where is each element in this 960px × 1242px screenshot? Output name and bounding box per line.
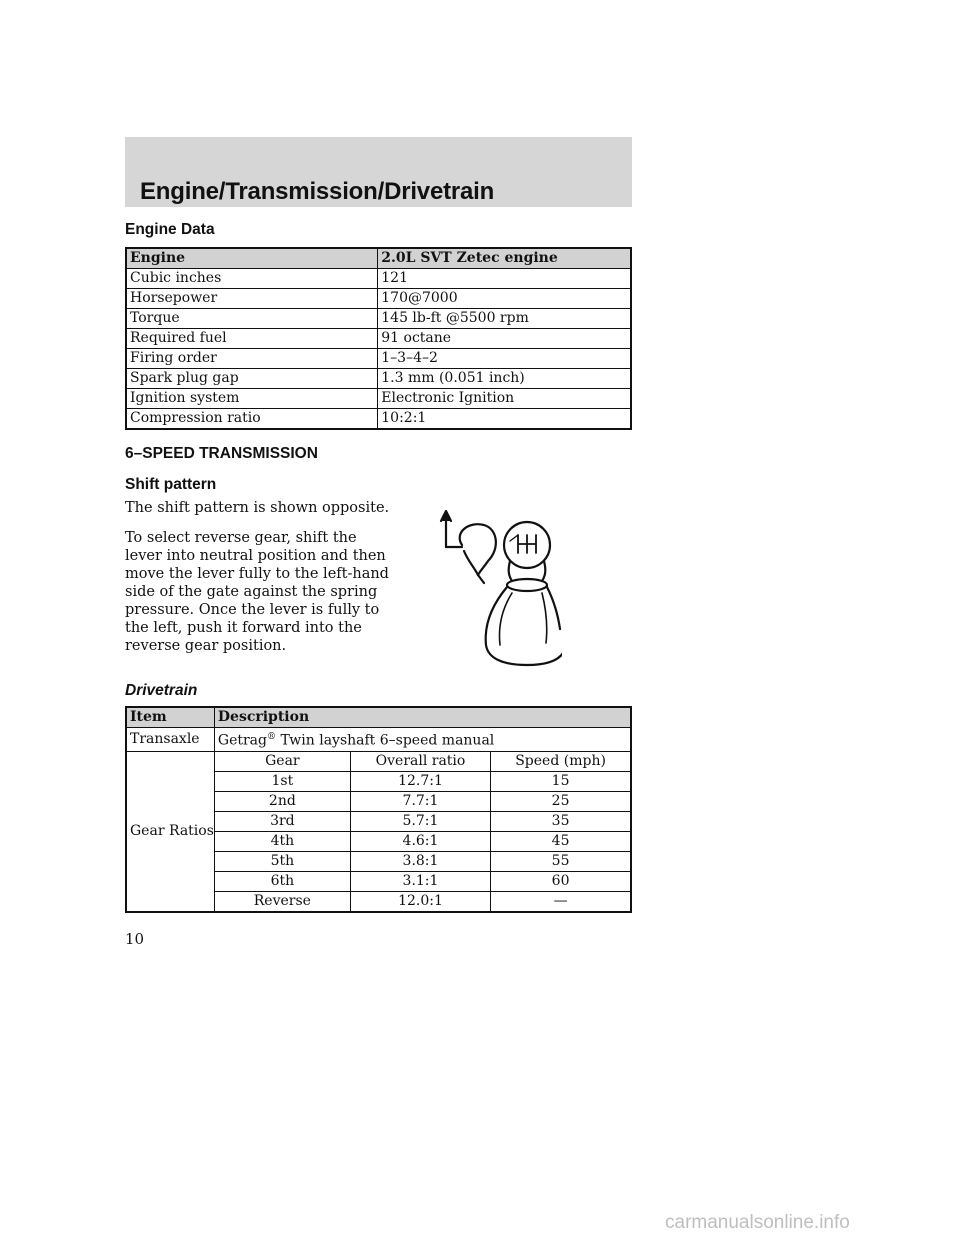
item-label: Transaxle [126,728,214,752]
spec-value: 170@7000 [378,289,631,309]
column-header: Description [214,707,631,728]
spec-label: Ignition system [126,389,378,409]
gear-cell: 4th [214,831,350,851]
speed-cell: 60 [491,871,631,891]
column-header: 2.0L SVT Zetec engine [378,248,631,269]
table-row [126,289,631,309]
ratio-cell: 4.6:1 [350,831,490,851]
shift-pattern-heading: Shift pattern [125,476,217,493]
spec-label: Horsepower [126,289,378,309]
ratio-cell: 3.1:1 [350,871,490,891]
speed-cell: 25 [491,791,631,811]
site-watermark: carmanualsonline.info [665,1212,850,1233]
column-header: Engine [126,248,378,269]
column-header: Item [126,707,214,728]
shift-pattern-intro: The shift pattern is shown opposite. [125,500,390,516]
registered-mark: ® [267,732,276,742]
description-text: Twin layshaft 6–speed manual [276,732,495,749]
table-row [126,751,631,771]
spec-value: 91 octane [378,329,631,349]
spec-label: Firing order [126,349,378,369]
gear-cell: 1st [214,771,350,791]
gear-cell: 2nd [214,791,350,811]
spec-value: 145 lb-ft @5500 rpm [378,309,631,329]
reverse-gear-instructions [125,529,389,655]
speed-cell: 45 [491,831,631,851]
speed-cell: 15 [491,771,631,791]
spec-label: Torque [126,309,378,329]
page-title: Engine/Transmission/Drivetrain [140,178,495,205]
brand-name: Getrag [217,732,267,749]
spec-value: 1.3 mm (0.051 inch) [378,369,631,389]
gear-cell: 3rd [214,811,350,831]
gear-cell: 5th [214,851,350,871]
text-line: the left, push it forward into the [125,620,362,636]
speed-cell: — [491,891,631,912]
text-line: reverse gear position. [125,638,287,654]
table-row [126,309,631,329]
spec-value: 121 [378,269,631,289]
item-label: Gear Ratios [126,751,214,912]
table-row [126,329,631,349]
ratio-cell: 12.7:1 [350,771,490,791]
table-row [126,349,631,369]
ratio-cell: 3.8:1 [350,851,490,871]
drivetrain-heading: Drivetrain [125,682,198,699]
drivetrain-table [125,706,632,913]
transmission-heading: 6–SPEED TRANSMISSION [125,445,318,462]
column-header: Overall ratio [350,751,490,771]
spec-label: Required fuel [126,329,378,349]
ratio-cell: 5.7:1 [350,811,490,831]
spec-label: Spark plug gap [126,369,378,389]
text-line: move the lever fully to the left-hand [125,566,389,582]
table-header-row [126,707,631,728]
table-row [126,728,631,752]
gear-cell: Reverse [214,891,350,912]
text-line: To select reverse gear, shift the [125,530,357,546]
column-header: Gear [214,751,350,771]
speed-cell: 35 [491,811,631,831]
text-line: side of the gate against the spring [125,584,378,600]
spec-value: 10:2:1 [378,409,631,430]
engine-data-table [125,247,632,430]
page-number: 10 [125,930,145,948]
text-line: pressure. Once the lever is fully to [125,602,380,618]
text-line: lever into neutral position and then [125,548,386,564]
table-row [126,369,631,389]
spec-label: Compression ratio [126,409,378,430]
spec-label: Cubic inches [126,269,378,289]
ratio-cell: 7.7:1 [350,791,490,811]
table-header-row [126,248,631,269]
gear-shift-lever-illustration [432,505,562,667]
table-row [126,269,631,289]
gear-cell: 6th [214,871,350,891]
spec-value: 1–3–4–2 [378,349,631,369]
transaxle-description [214,728,631,752]
speed-cell: 55 [491,851,631,871]
table-row [126,409,631,430]
engine-data-heading: Engine Data [125,221,215,238]
column-header: Speed (mph) [491,751,631,771]
spec-value: Electronic Ignition [378,389,631,409]
ratio-cell: 12.0:1 [350,891,490,912]
table-row [126,389,631,409]
